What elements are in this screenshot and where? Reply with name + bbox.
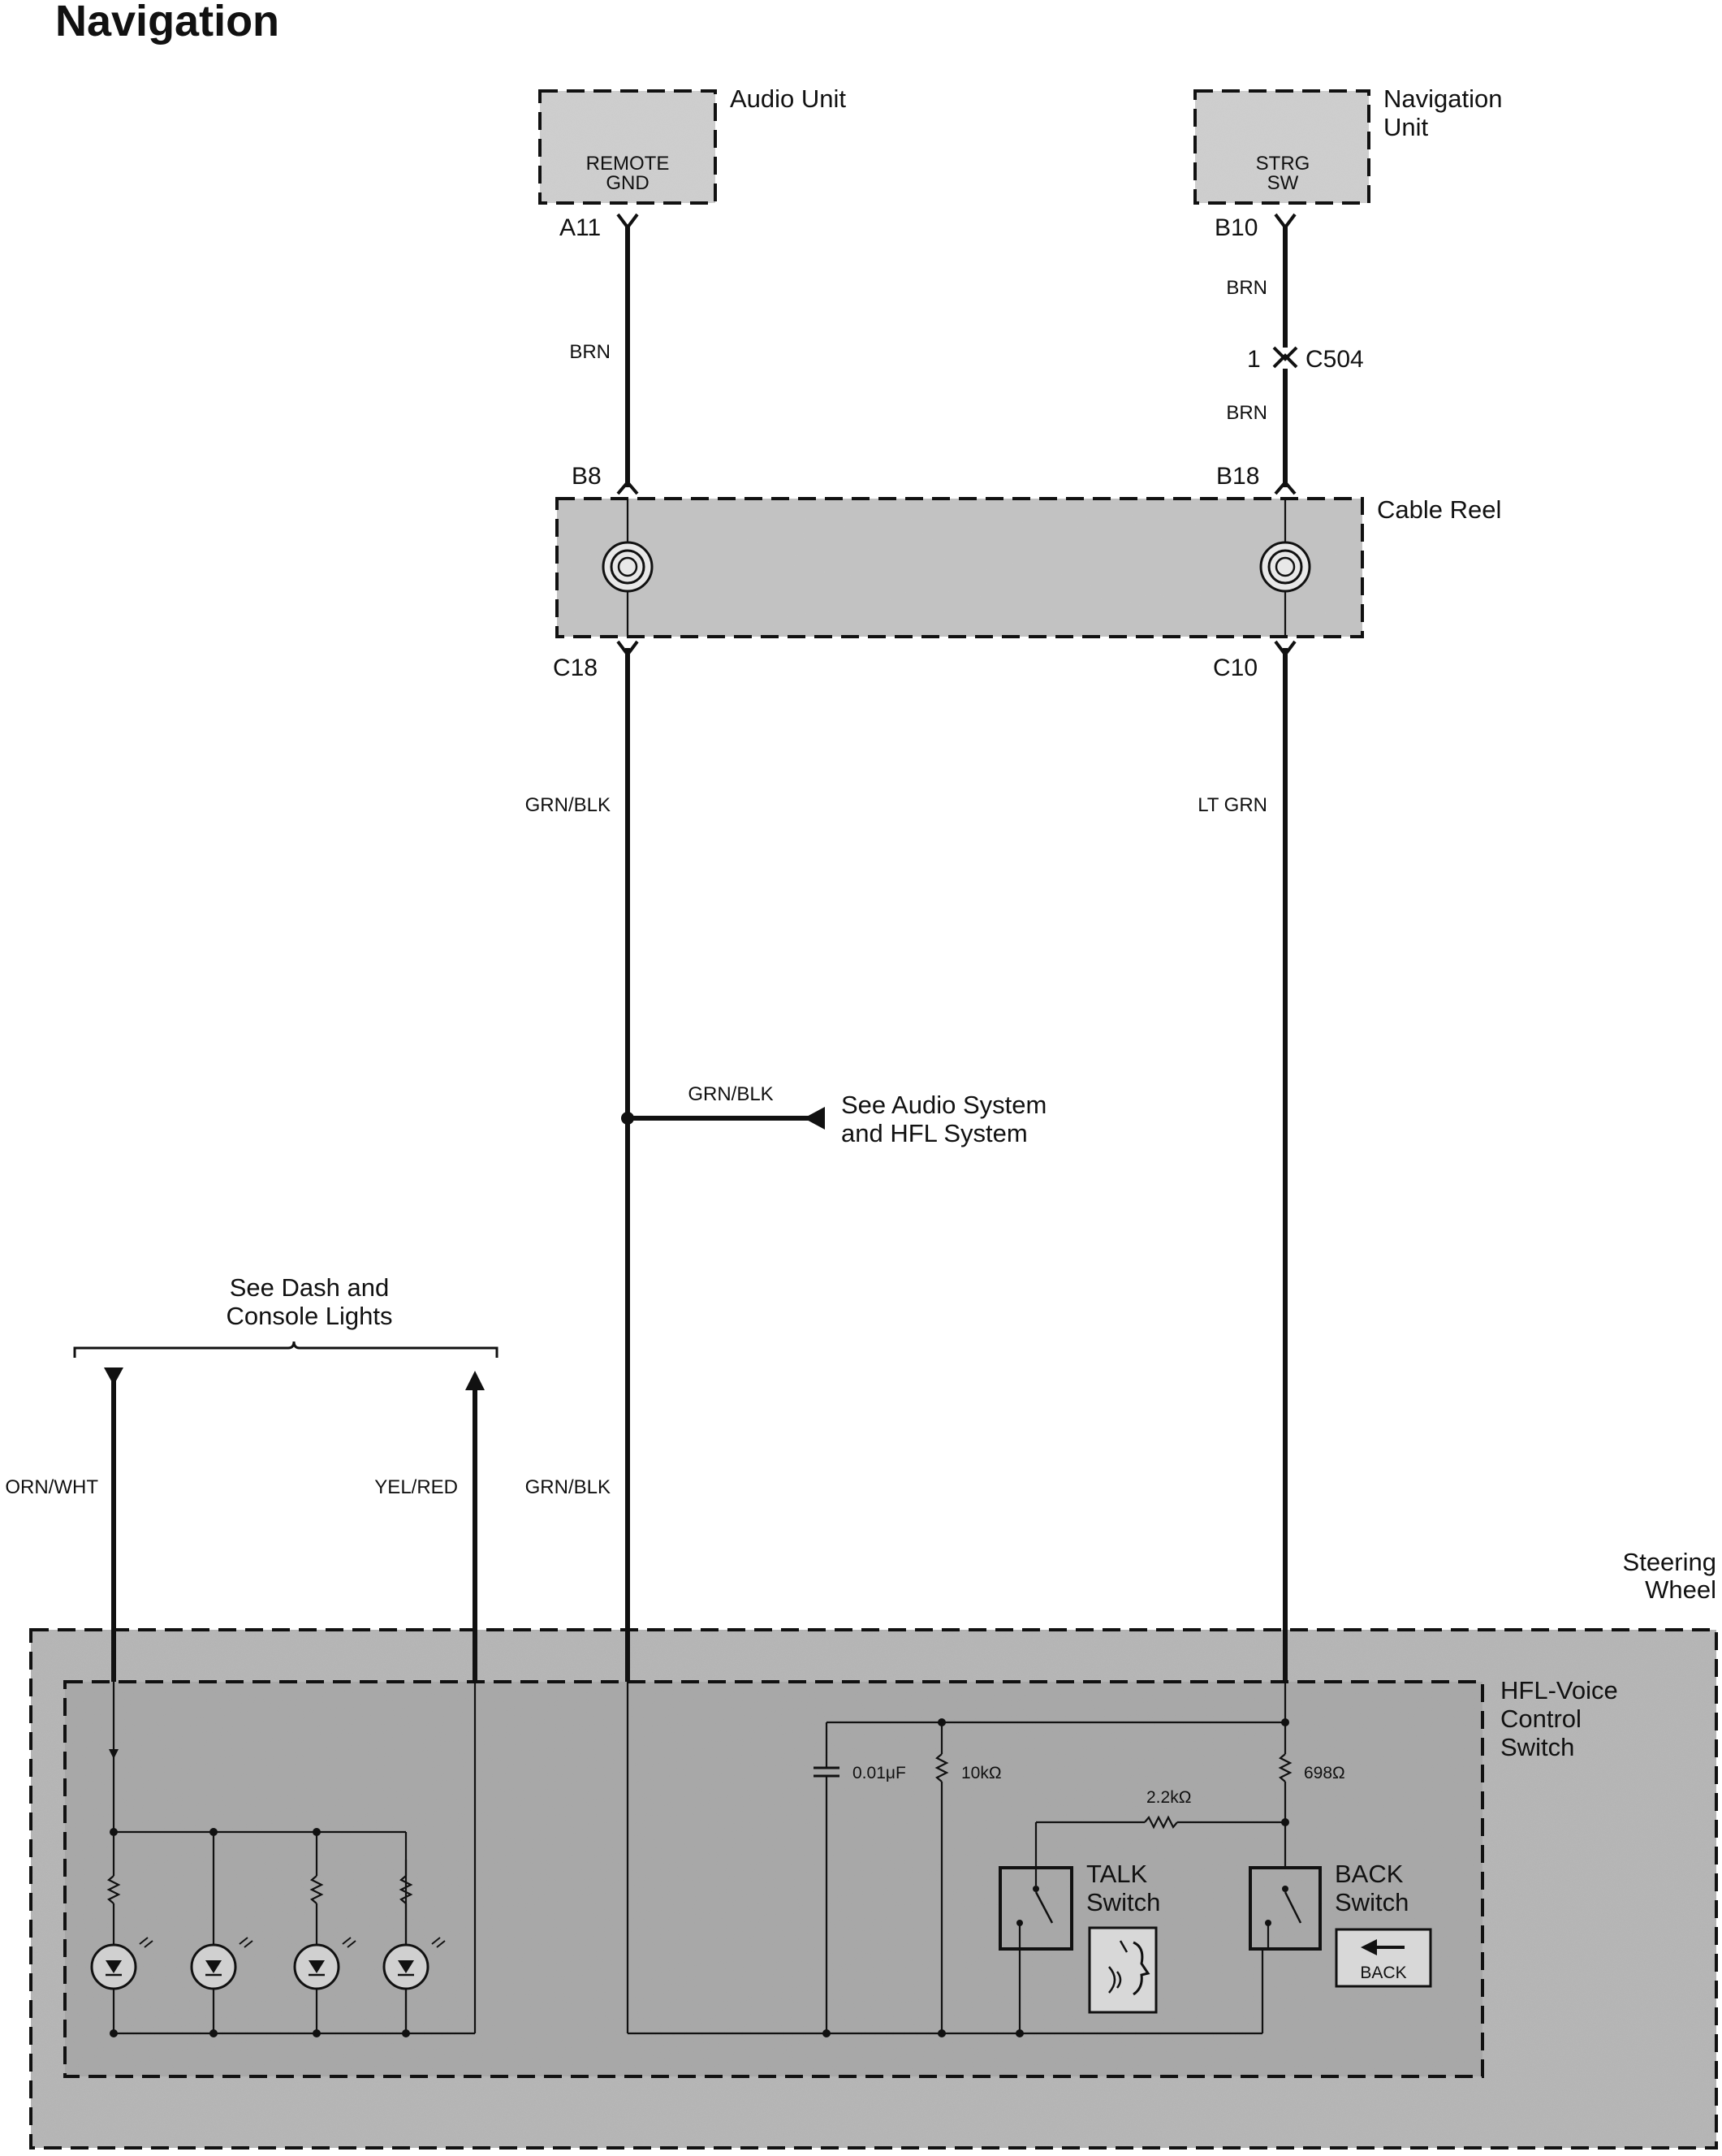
steering-wheel-label-2: Wheel bbox=[1645, 1575, 1716, 1604]
navigation-unit-label: Navigation bbox=[1383, 84, 1503, 113]
wire-label-right-lower: LT GRN bbox=[1198, 794, 1267, 816]
talk-switch-label-2: Switch bbox=[1086, 1888, 1161, 1916]
hfl-switch-label: HFL-Voice bbox=[1500, 1676, 1618, 1704]
cable-reel-pin-c18: C18 bbox=[553, 655, 598, 681]
resistor-10k-value: 10kΩ bbox=[961, 1764, 1002, 1782]
wire-label-branch: GRN/BLK bbox=[688, 1083, 774, 1105]
cable-reel-pin-b18: B18 bbox=[1216, 463, 1260, 490]
cable-reel-label: Cable Reel bbox=[1377, 495, 1502, 524]
wire-label-right-top: BRN bbox=[1226, 277, 1267, 299]
ref-dash-lights-2: Console Lights bbox=[226, 1302, 393, 1330]
arrow-audio-ref-icon bbox=[804, 1107, 825, 1130]
navigation-unit-pin: B10 bbox=[1215, 214, 1258, 241]
connector-a11-icon bbox=[618, 214, 637, 227]
back-arrow-label: BACK bbox=[1360, 1964, 1407, 1982]
cable-reel-box bbox=[557, 499, 1362, 637]
navigation-unit-label-2: Unit bbox=[1383, 113, 1429, 141]
connector-c504-icon bbox=[1274, 348, 1297, 367]
ref-dash-lights: See Dash and bbox=[229, 1273, 390, 1302]
connector-b18-icon bbox=[1275, 482, 1295, 494]
audio-unit-pin: A11 bbox=[559, 214, 602, 241]
connector-b8-icon bbox=[618, 482, 637, 494]
hfl-switch-label-3: Switch bbox=[1500, 1733, 1575, 1761]
resistor-698-value: 698Ω bbox=[1304, 1764, 1345, 1782]
audio-unit-label: Audio Unit bbox=[730, 84, 847, 113]
connector-c504-pin: 1 bbox=[1247, 346, 1261, 373]
back-switch-label: BACK bbox=[1335, 1860, 1404, 1888]
wire-label-right-mid: BRN bbox=[1226, 402, 1267, 424]
ref-audio-system: See Audio System bbox=[841, 1091, 1047, 1119]
connector-b10-icon bbox=[1275, 214, 1295, 227]
talk-switch-label: TALK bbox=[1086, 1860, 1148, 1888]
cable-reel-pin-c10: C10 bbox=[1213, 655, 1258, 681]
resistor-2k2-value: 2.2kΩ bbox=[1146, 1788, 1192, 1807]
cable-reel-pin-b8: B8 bbox=[572, 463, 602, 490]
hfl-switch-label-2: Control bbox=[1500, 1704, 1582, 1733]
audio-unit-terminal-2: GND bbox=[606, 172, 650, 194]
capacitor-value: 0.01μF bbox=[852, 1764, 906, 1782]
steering-wheel-label: Steering bbox=[1622, 1548, 1716, 1576]
wire-label-yel-red: YEL/RED bbox=[374, 1476, 458, 1498]
wire-label-left-upper: BRN bbox=[569, 341, 611, 363]
wire-label-left-lower: GRN/BLK bbox=[524, 1476, 611, 1498]
page-title: Navigation bbox=[55, 0, 280, 45]
wire-label-left-mid: GRN/BLK bbox=[524, 794, 611, 816]
navigation-unit-terminal-2: SW bbox=[1267, 172, 1299, 194]
navigation-unit-terminal: STRG bbox=[1255, 153, 1310, 175]
ref-audio-system-2: and HFL System bbox=[841, 1119, 1028, 1147]
audio-unit-terminal: REMOTE bbox=[585, 153, 670, 175]
clock-spring-left-icon bbox=[603, 542, 652, 591]
arrow-down-icon bbox=[104, 1367, 123, 1385]
wire-label-orn-wht: ORN/WHT bbox=[5, 1476, 98, 1498]
hfl-switch-box bbox=[65, 1682, 1482, 2076]
clock-spring-right-icon bbox=[1261, 542, 1310, 591]
talk-voice-icon bbox=[1090, 1928, 1156, 2012]
back-switch-label-2: Switch bbox=[1335, 1888, 1409, 1916]
arrow-up-icon bbox=[465, 1371, 485, 1390]
bracket-dash-ref bbox=[75, 1342, 497, 1358]
connector-c504-label: C504 bbox=[1306, 346, 1364, 373]
